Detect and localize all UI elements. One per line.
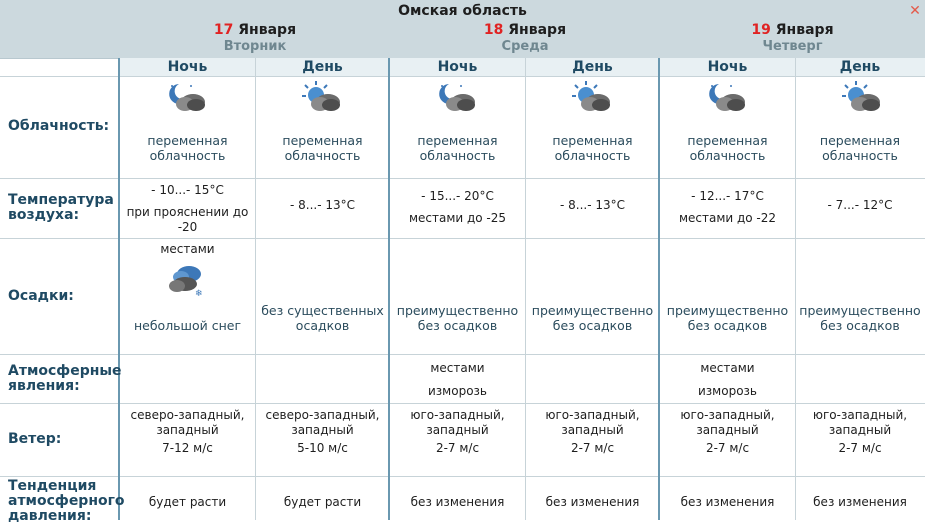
cloud-sun-icon	[300, 80, 344, 118]
text-line: изморозь	[428, 384, 487, 398]
cloud-text	[390, 133, 525, 163]
temperature-value: - 10...- 15°C	[151, 183, 224, 197]
period-day: День	[525, 58, 660, 76]
label-line: Температура	[8, 192, 114, 208]
wind-speed: 7-12 м/с	[162, 441, 213, 455]
label-line: давления:	[8, 508, 92, 524]
day-month: Января	[775, 22, 834, 38]
period-day: День	[795, 58, 925, 76]
pressure-trend: будет расти	[148, 495, 227, 509]
temperature-cell	[390, 189, 525, 226]
temperature-value: - 7...- 12°C	[827, 198, 893, 212]
wind-speed: 2-7 м/с	[838, 441, 882, 455]
wind-direction: юго-западный,	[410, 408, 505, 422]
day-number: 18	[483, 22, 504, 38]
label-cloudiness: Облачность:	[8, 118, 110, 134]
region-title: Омская область	[398, 3, 527, 19]
row-divider	[0, 354, 925, 355]
text-line: облачность	[419, 148, 496, 163]
cloud-moon-icon	[165, 80, 209, 118]
day-header-1	[120, 22, 390, 54]
text-line: без осадков	[687, 318, 768, 333]
pressure-trend: без изменения	[813, 495, 907, 509]
wind-cell	[120, 408, 255, 456]
wind-direction: юго-западный,	[680, 408, 775, 422]
row-divider	[0, 476, 925, 477]
temperature-value: - 12...- 17°C	[691, 189, 764, 203]
text-line: облачность	[149, 148, 226, 163]
temperature-cell	[120, 183, 255, 235]
text-line: облачность	[689, 148, 766, 163]
precip-top-text: местами	[160, 242, 215, 256]
forecast-table	[0, 58, 925, 524]
temperature-note: -20	[177, 220, 198, 234]
text-line: облачность	[554, 148, 631, 163]
precip-text	[795, 303, 925, 333]
label-line: атмосферного	[8, 493, 125, 509]
label-wind: Ветер:	[8, 431, 62, 447]
period-night: Ночь	[660, 58, 795, 76]
precip-text	[525, 303, 660, 333]
text-line: без осадков	[417, 318, 498, 333]
text-line: преимущественно	[666, 303, 789, 318]
wind-direction: юго-западный,	[545, 408, 640, 422]
text-line: местами	[430, 361, 485, 375]
forecast-header	[0, 0, 925, 59]
label-line: воздуха:	[8, 207, 80, 223]
text-line: переменная	[819, 133, 901, 148]
temperature-note: местами до -22	[678, 211, 777, 225]
precip-text	[390, 303, 525, 333]
cloud-sun-icon	[570, 80, 614, 118]
cloud-moon-icon	[705, 80, 749, 118]
temperature-value: - 8...- 13°C	[559, 198, 625, 212]
wind-cell	[390, 408, 525, 456]
precip-text	[255, 303, 390, 333]
label-line: Атмосферные	[8, 363, 122, 379]
temperature-cell	[660, 189, 795, 226]
wind-direction: западный	[696, 423, 759, 437]
wind-direction: западный	[291, 423, 354, 437]
temperature-value: - 15...- 20°C	[421, 189, 494, 203]
row-divider	[0, 403, 925, 404]
row-divider	[0, 178, 925, 179]
day-weekday: Среда	[501, 39, 549, 54]
wind-direction: западный	[828, 423, 892, 437]
cloud-text	[525, 133, 660, 163]
wind-speed: 5-10 м/с	[297, 441, 348, 455]
text-line: преимущественно	[531, 303, 654, 318]
text-line: переменная	[282, 133, 363, 148]
text-line: облачность	[284, 148, 361, 163]
svg-text:❄: ❄	[195, 289, 203, 298]
pressure-trend: без изменения	[410, 495, 505, 509]
day-month: Января	[508, 22, 567, 38]
cloud-text	[120, 133, 255, 163]
atmospheric-cell	[390, 361, 525, 399]
day-header-2	[390, 22, 660, 54]
text-line: местами	[700, 361, 755, 375]
wind-direction: западный	[426, 423, 489, 437]
wind-speed: 2-7 м/с	[570, 441, 615, 455]
snow-cloud-icon	[167, 264, 207, 302]
text-line: преимущественно	[396, 303, 519, 318]
label-pressure	[8, 479, 125, 524]
temperature-note: при прояснении до	[126, 205, 249, 219]
day-weekday: Вторник	[223, 39, 287, 54]
wind-cell	[255, 408, 390, 456]
label-atmospheric	[8, 364, 122, 394]
text-line: без осадков	[552, 318, 633, 333]
period-night: Ночь	[390, 58, 525, 76]
wind-speed: 2-7 м/с	[435, 441, 480, 455]
text-line: изморозь	[698, 384, 757, 398]
temperature-value: - 8...- 13°C	[289, 198, 355, 212]
precip-text: небольшой снег	[133, 318, 242, 333]
row-divider	[0, 238, 925, 239]
text-line: без осадков	[820, 318, 900, 333]
text-line: осадков	[295, 318, 350, 333]
text-line: переменная	[687, 133, 768, 148]
label-line: явления:	[8, 378, 80, 394]
pressure-trend: без изменения	[545, 495, 640, 509]
precip-text	[660, 303, 795, 333]
wind-direction: западный	[156, 423, 219, 437]
text-line: без существенных	[261, 303, 384, 318]
atmospheric-cell	[660, 361, 795, 399]
temperature-note: местами до -25	[408, 211, 507, 225]
wind-direction: западный	[561, 423, 624, 437]
pressure-trend: без изменения	[680, 495, 775, 509]
cloud-moon-icon	[435, 80, 479, 118]
label-line: Тенденция	[8, 478, 97, 494]
text-line: переменная	[147, 133, 228, 148]
text-line: переменная	[417, 133, 498, 148]
wind-cell	[525, 408, 660, 456]
day-weekday: Четверг	[762, 39, 823, 54]
cloud-text	[255, 133, 390, 163]
period-night: Ночь	[120, 58, 255, 76]
pressure-trend: будет расти	[283, 495, 362, 509]
day-number: 17	[213, 22, 234, 38]
text-line: преимущественно	[799, 303, 921, 318]
cloud-text	[660, 133, 795, 163]
label-temperature	[8, 193, 114, 223]
row-divider	[0, 76, 925, 77]
cloud-text	[795, 133, 925, 163]
cloud-sun-icon	[840, 80, 884, 118]
text-line: облачность	[822, 148, 898, 163]
wind-direction: северо-западный,	[130, 408, 245, 422]
wind-cell	[660, 408, 795, 456]
day-month: Января	[238, 22, 297, 38]
day-number: 19	[751, 22, 771, 38]
wind-speed: 2-7 м/с	[705, 441, 750, 455]
wind-direction: северо-западный,	[265, 408, 380, 422]
wind-direction: юго-западный,	[812, 408, 908, 422]
label-precipitation: Осадки:	[8, 288, 74, 304]
wind-cell	[795, 408, 925, 456]
period-day: День	[255, 58, 390, 76]
close-icon[interactable]: ✕	[909, 3, 921, 19]
text-line: переменная	[552, 133, 633, 148]
day-header-3	[660, 22, 925, 54]
